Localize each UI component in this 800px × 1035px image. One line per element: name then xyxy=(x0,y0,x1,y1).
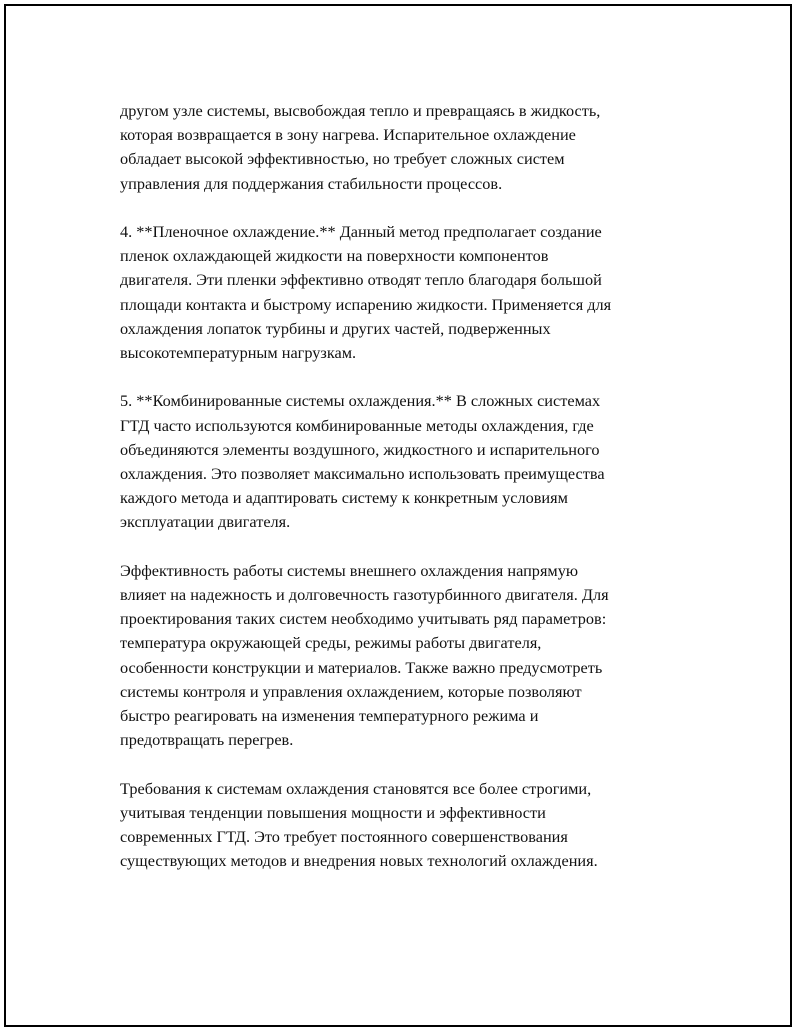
text-line: системы контроля и управления охлаждением, которые позволяют xyxy=(120,681,582,701)
text-line: которая возвращается в зону нагрева. Испарительное охлаждение xyxy=(120,125,576,145)
text-line: другом узле системы, высвобождая тепло и превращаясь в жидкость, xyxy=(120,101,601,120)
text-line: эксплуатации двигателя. xyxy=(120,512,291,532)
text-line: Эффективность работы системы внешнего охлаждения напрямую xyxy=(120,560,579,580)
text-line: охлаждения. Это позволяет максимально использовать преимущества xyxy=(120,464,605,484)
text-line: объединяются элементы воздушного, жидкостного и испарительного xyxy=(120,439,600,459)
text-line: предотвращать перегрев. xyxy=(120,730,294,750)
text-line: пленок охлаждающей жидкости на поверхности компонентов xyxy=(120,246,549,266)
paragraph-requirements xyxy=(120,777,700,874)
text-line: влияет на надежность и долговечность газотурбинного двигателя. Для xyxy=(120,585,609,605)
text-line: двигателя. Эти пленки эффективно отводят тепло благодаря большой xyxy=(120,270,602,290)
text-line: Требования к системам охлаждения становятся все более строгими, xyxy=(120,778,592,798)
text-line: быстро реагировать на изменения температурного режима и xyxy=(120,706,539,726)
text-line: ГТД часто используются комбинированные методы охлаждения, где xyxy=(120,415,594,435)
paragraph-evaporative-cooling-continued xyxy=(120,99,700,196)
text-line: 4. **Пленочное охлаждение.** Данный метод предполагает создание xyxy=(120,222,602,241)
text-line: управления для поддержания стабильности процессов. xyxy=(120,173,503,193)
document-page xyxy=(4,4,792,1027)
text-line: проектирования таких систем необходимо учитывать ряд параметров: xyxy=(120,609,607,629)
text-line: охлаждения лопаток турбины и других частей, подверженных xyxy=(120,318,551,338)
paragraph-efficiency xyxy=(120,559,700,753)
text-line: площади контакта и быстрому испарению жидкости. Применяется для xyxy=(120,294,612,314)
text-line: обладает высокой эффективностью, но требует сложных систем xyxy=(120,149,565,169)
text-line: существующих методов и внедрения новых технологий охлаждения. xyxy=(120,851,598,871)
text-line: каждого метода и адаптировать систему к конкретным условиям xyxy=(120,488,568,508)
paragraph-combined-cooling xyxy=(120,389,700,534)
document-body xyxy=(120,99,700,898)
text-line: учитывая тенденции повышения мощности и эффективности xyxy=(120,802,546,822)
text-line: современных ГТД. Это требует постоянного совершенствования xyxy=(120,827,568,847)
text-line: особенности конструкции и материалов. Также важно предусмотреть xyxy=(120,657,603,677)
text-line: 5. **Комбинированные системы охлаждения.** В сложных системах xyxy=(120,391,601,411)
paragraph-film-cooling xyxy=(120,220,700,365)
text-line: высокотемпературным нагрузкам. xyxy=(120,343,357,363)
text-line: температура окружающей среды, режимы работы двигателя, xyxy=(120,633,542,653)
